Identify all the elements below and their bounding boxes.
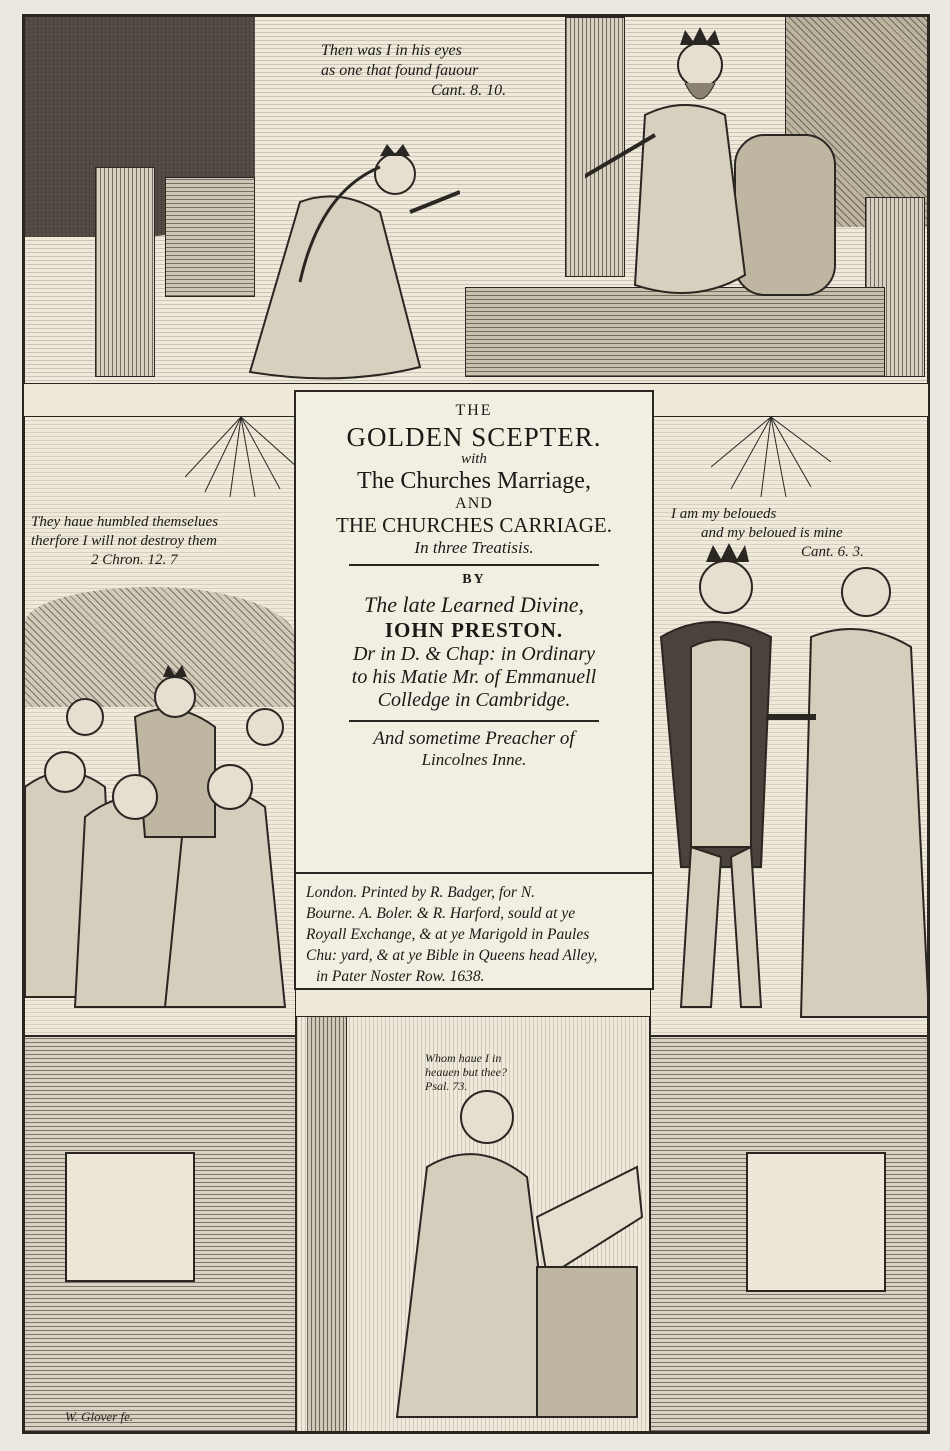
top-scene-king-and-queen	[24, 16, 928, 384]
sun-rays-left	[185, 417, 296, 497]
pedestal-right-panel	[746, 1152, 886, 1292]
imprint-line-3: Royall Exchange, & at ye Marigold in Paules	[306, 926, 590, 943]
author-name: IOHN PRESTON.	[384, 618, 564, 642]
queen-figure	[230, 132, 460, 382]
left-quote: They haue humbled themselues therfore I will not destroy them 2 Chron. 12. 7	[31, 514, 219, 568]
kneeling-people-group	[25, 657, 296, 1017]
imprint-block	[296, 872, 652, 987]
title-line-2: The Churches Marriage,	[357, 468, 591, 494]
right-scene-royal-couple	[650, 416, 928, 1036]
sun-rays-right	[711, 417, 831, 497]
imprint-line-4: Chu: yard, & at ye Bible in Queens head Alley,	[306, 947, 598, 964]
imprint-line-5: in Pater Noster Row. 1638.	[316, 968, 485, 985]
pedestal-left-panel	[65, 1152, 195, 1282]
imprint-line-1: London. Printed by R. Badger, for N.	[306, 884, 536, 901]
reading-woman-figure	[387, 1077, 647, 1427]
bottom-pillar	[307, 1017, 347, 1432]
title-line-3: THE CHURCHES CARRIAGE.	[336, 513, 612, 537]
author-intro: The late Learned Divine,	[364, 592, 584, 617]
engraver-signature: W. Glover fe.	[65, 1409, 134, 1424]
title-tablet	[294, 390, 654, 990]
top-quote: Then was I in his eyes as one that found fauour Cant. 8. 10.	[321, 42, 507, 99]
bottom-quote: Whom haue I in heauen but thee? Psal. 73.	[425, 1051, 507, 1093]
engraved-title-page	[22, 14, 930, 1434]
main-title: GOLDEN SCEPTER.	[346, 422, 602, 452]
bottom-scene-reading-woman	[296, 1016, 650, 1432]
title-rule-2	[349, 720, 599, 722]
title-with: with	[461, 451, 487, 467]
title-rule-1	[349, 564, 599, 566]
author-college: Colledge in Cambridge.	[377, 689, 571, 711]
title-and: AND	[455, 495, 493, 512]
author-degrees: Dr in D. & Chap: in Ordinary	[352, 643, 596, 665]
left-scene-kneeling-people	[24, 416, 296, 1036]
title-by: BY	[462, 572, 486, 587]
title-the: THE	[455, 402, 493, 419]
king-and-bride	[651, 537, 928, 1027]
title-treatises: In three Treatisis.	[414, 538, 534, 557]
author-position: to his Matie Mr. of Emmanuell	[351, 666, 597, 688]
right-quote: I am my beloueds and my beloued is mine Cant. 6. 3.	[671, 506, 864, 560]
inn-line: Lincolnes Inne.	[421, 750, 527, 769]
imprint-line-2: Bourne. A. Boler. & R. Harford, sould at ye	[306, 905, 576, 922]
pedestal-left	[24, 1036, 296, 1432]
preacher-line: And sometime Preacher of	[373, 728, 575, 749]
column-left	[95, 167, 155, 377]
king-figure	[585, 25, 855, 315]
pedestal-right	[650, 1036, 928, 1432]
